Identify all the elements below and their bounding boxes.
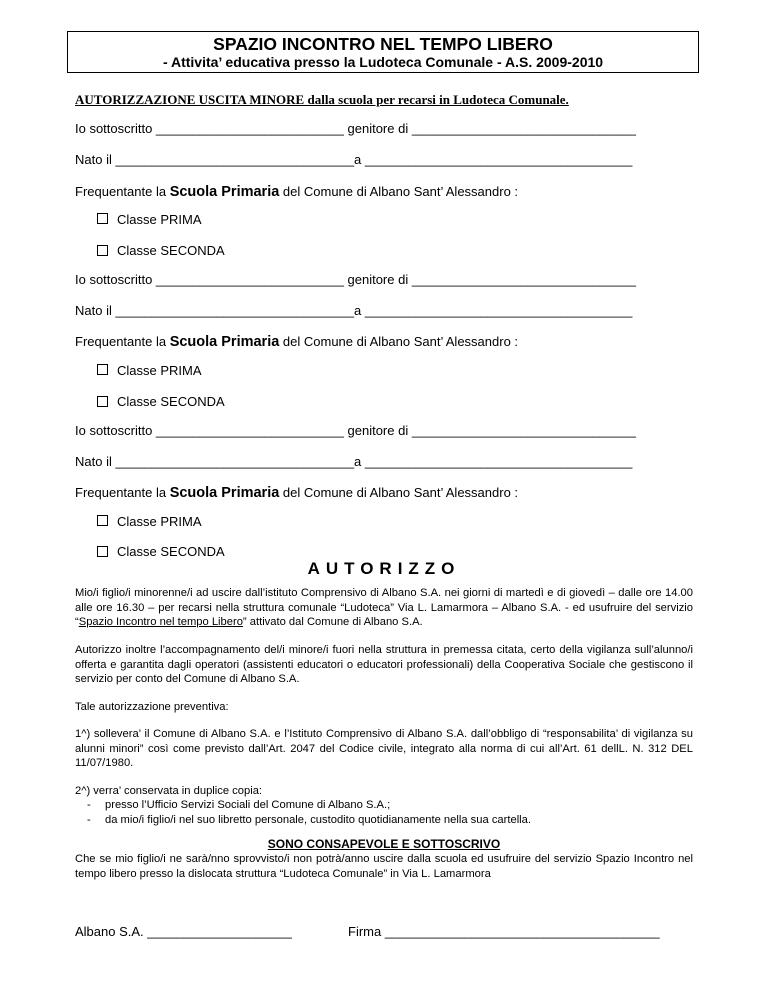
paragraph-2: Autorizzo inoltre l’accompagnamento del/i minore/i fuori nella struttura in premessa citata, certo della vigilanza sull’alunno/i offerta e garantita dagli operatori (assistenti educatori o educatori professionali) della Cooperativa Sociale che gestiscono il servizio per conto del Comune di Albano S.A.: [75, 644, 693, 685]
option-prima-3: Classe PRIMA: [117, 514, 202, 529]
paragraph-5: 2^) verra’ conservata in duplice copia:: [75, 785, 263, 797]
freq-prefix: Frequentante la: [75, 184, 170, 199]
option-prima-2: Classe PRIMA: [117, 363, 202, 378]
paragraph-1-text-b: ” attivato dal Comune di Albano S.A.: [242, 616, 423, 628]
place-field[interactable]: Albano S.A. ____________________: [75, 924, 292, 939]
option-seconda-3: Classe SECONDA: [117, 544, 225, 559]
checkbox-prima-2[interactable]: [97, 364, 108, 375]
bullet-item: - da mio/i figlio/i nel suo libretto personale, custodito quotidianamente nella sua cartella.: [87, 813, 531, 826]
freq-suffix: del Comune di Albano Sant’ Alessandro :: [279, 485, 519, 500]
option-seconda-2: Classe SECONDA: [117, 394, 225, 409]
header-box: [67, 31, 699, 73]
paragraph-6: Che se mio figlio/i ne sarà/nno sprovvisto/i non potrà/anno uscire dalla scuola ed usufruire del servizio Spazio Incontro nel tempo libero presso la dislocata struttura “Ludoteca Comunale” in Via L. Lamarmora: [75, 853, 693, 880]
frequentante-line-1: [75, 184, 518, 200]
paragraph-1-text-a: Mio/i figlio/i minorenne/i ad uscire dall’istituto Comprensivo di Albano S.A. nei giorni di martedì e di giovedì – dalle ore 14.00 alle ore 16.30 – per recarsi nella struttura comunale “Ludoteca” Via L. Lamarmora – Albano S.A. - ed usufruire del servizio “: [75, 587, 693, 628]
checkbox-prima-1[interactable]: [97, 213, 108, 224]
freq-school: Scuola Primaria: [169, 184, 280, 200]
authorization-title: AUTORIZZAZIONE USCITA MINORE dalla scuola per recarsi in Ludoteca Comunale.: [75, 92, 569, 107]
freq-prefix: Frequentante la: [75, 485, 170, 500]
paragraph-3: Tale autorizzazione preventiva:: [75, 701, 229, 713]
frequentante-line-3: [75, 485, 518, 501]
sottoscritto-line-3[interactable]: Io sottoscritto __________________________ genitore di _______________________________: [75, 423, 636, 438]
bullet-list: [75, 798, 693, 827]
checkbox-seconda-1[interactable]: [97, 245, 108, 256]
nato-line-3[interactable]: Nato il _________________________________a _____________________________________: [75, 454, 633, 469]
sottoscritto-line-1[interactable]: Io sottoscritto __________________________ genitore di _______________________________: [75, 121, 636, 136]
header-title: SPAZIO INCONTRO NEL TEMPO LIBERO: [213, 34, 553, 54]
option-seconda-1: Classe SECONDA: [117, 243, 225, 258]
frequentante-line-2: [75, 334, 518, 350]
nato-line-2[interactable]: Nato il _________________________________a _____________________________________: [75, 303, 633, 318]
service-name-link: Spazio Incontro nel tempo Libero: [78, 616, 243, 628]
paragraph-1: [75, 586, 693, 630]
freq-school: Scuola Primaria: [169, 334, 280, 350]
option-prima-1: Classe PRIMA: [117, 212, 202, 227]
bullet-item: - presso l’Ufficio Servizi Sociali del Comune di Albano S.A.;: [87, 799, 391, 811]
freq-suffix: del Comune di Albano Sant’ Alessandro :: [279, 184, 519, 199]
nato-line-1[interactable]: Nato il _________________________________a _____________________________________: [75, 152, 633, 167]
checkbox-seconda-3[interactable]: [97, 546, 108, 557]
sottoscritto-line-2[interactable]: Io sottoscritto __________________________ genitore di _______________________________: [75, 272, 636, 287]
consapevole-heading: SONO CONSAPEVOLE E SOTTOSCRIVO: [267, 837, 501, 851]
autorizzo-heading: AUTORIZZO: [307, 559, 461, 578]
freq-suffix: del Comune di Albano Sant’ Alessandro :: [279, 334, 519, 349]
checkbox-prima-3[interactable]: [97, 515, 108, 526]
paragraph-4: 1^) sollevera’ il Comune di Albano S.A. e l’Istituto Comprensivo di Albano S.A. dall’obbligo di “responsabilita’ di vigilanza su alunni minori” così come previsto dall’Art. 2047 del Codice civile, integrato alla norma di cui all’Art. 61 dellL. N. 312 DEL 11/07/1980.: [75, 728, 693, 769]
freq-school: Scuola Primaria: [169, 485, 280, 501]
checkbox-seconda-2[interactable]: [97, 396, 108, 407]
signature-field[interactable]: Firma ______________________________________: [348, 924, 660, 939]
header-subtitle: - Attivita’ educativa presso la Ludoteca Comunale - A.S. 2009-2010: [162, 54, 604, 70]
freq-prefix: Frequentante la: [75, 334, 170, 349]
